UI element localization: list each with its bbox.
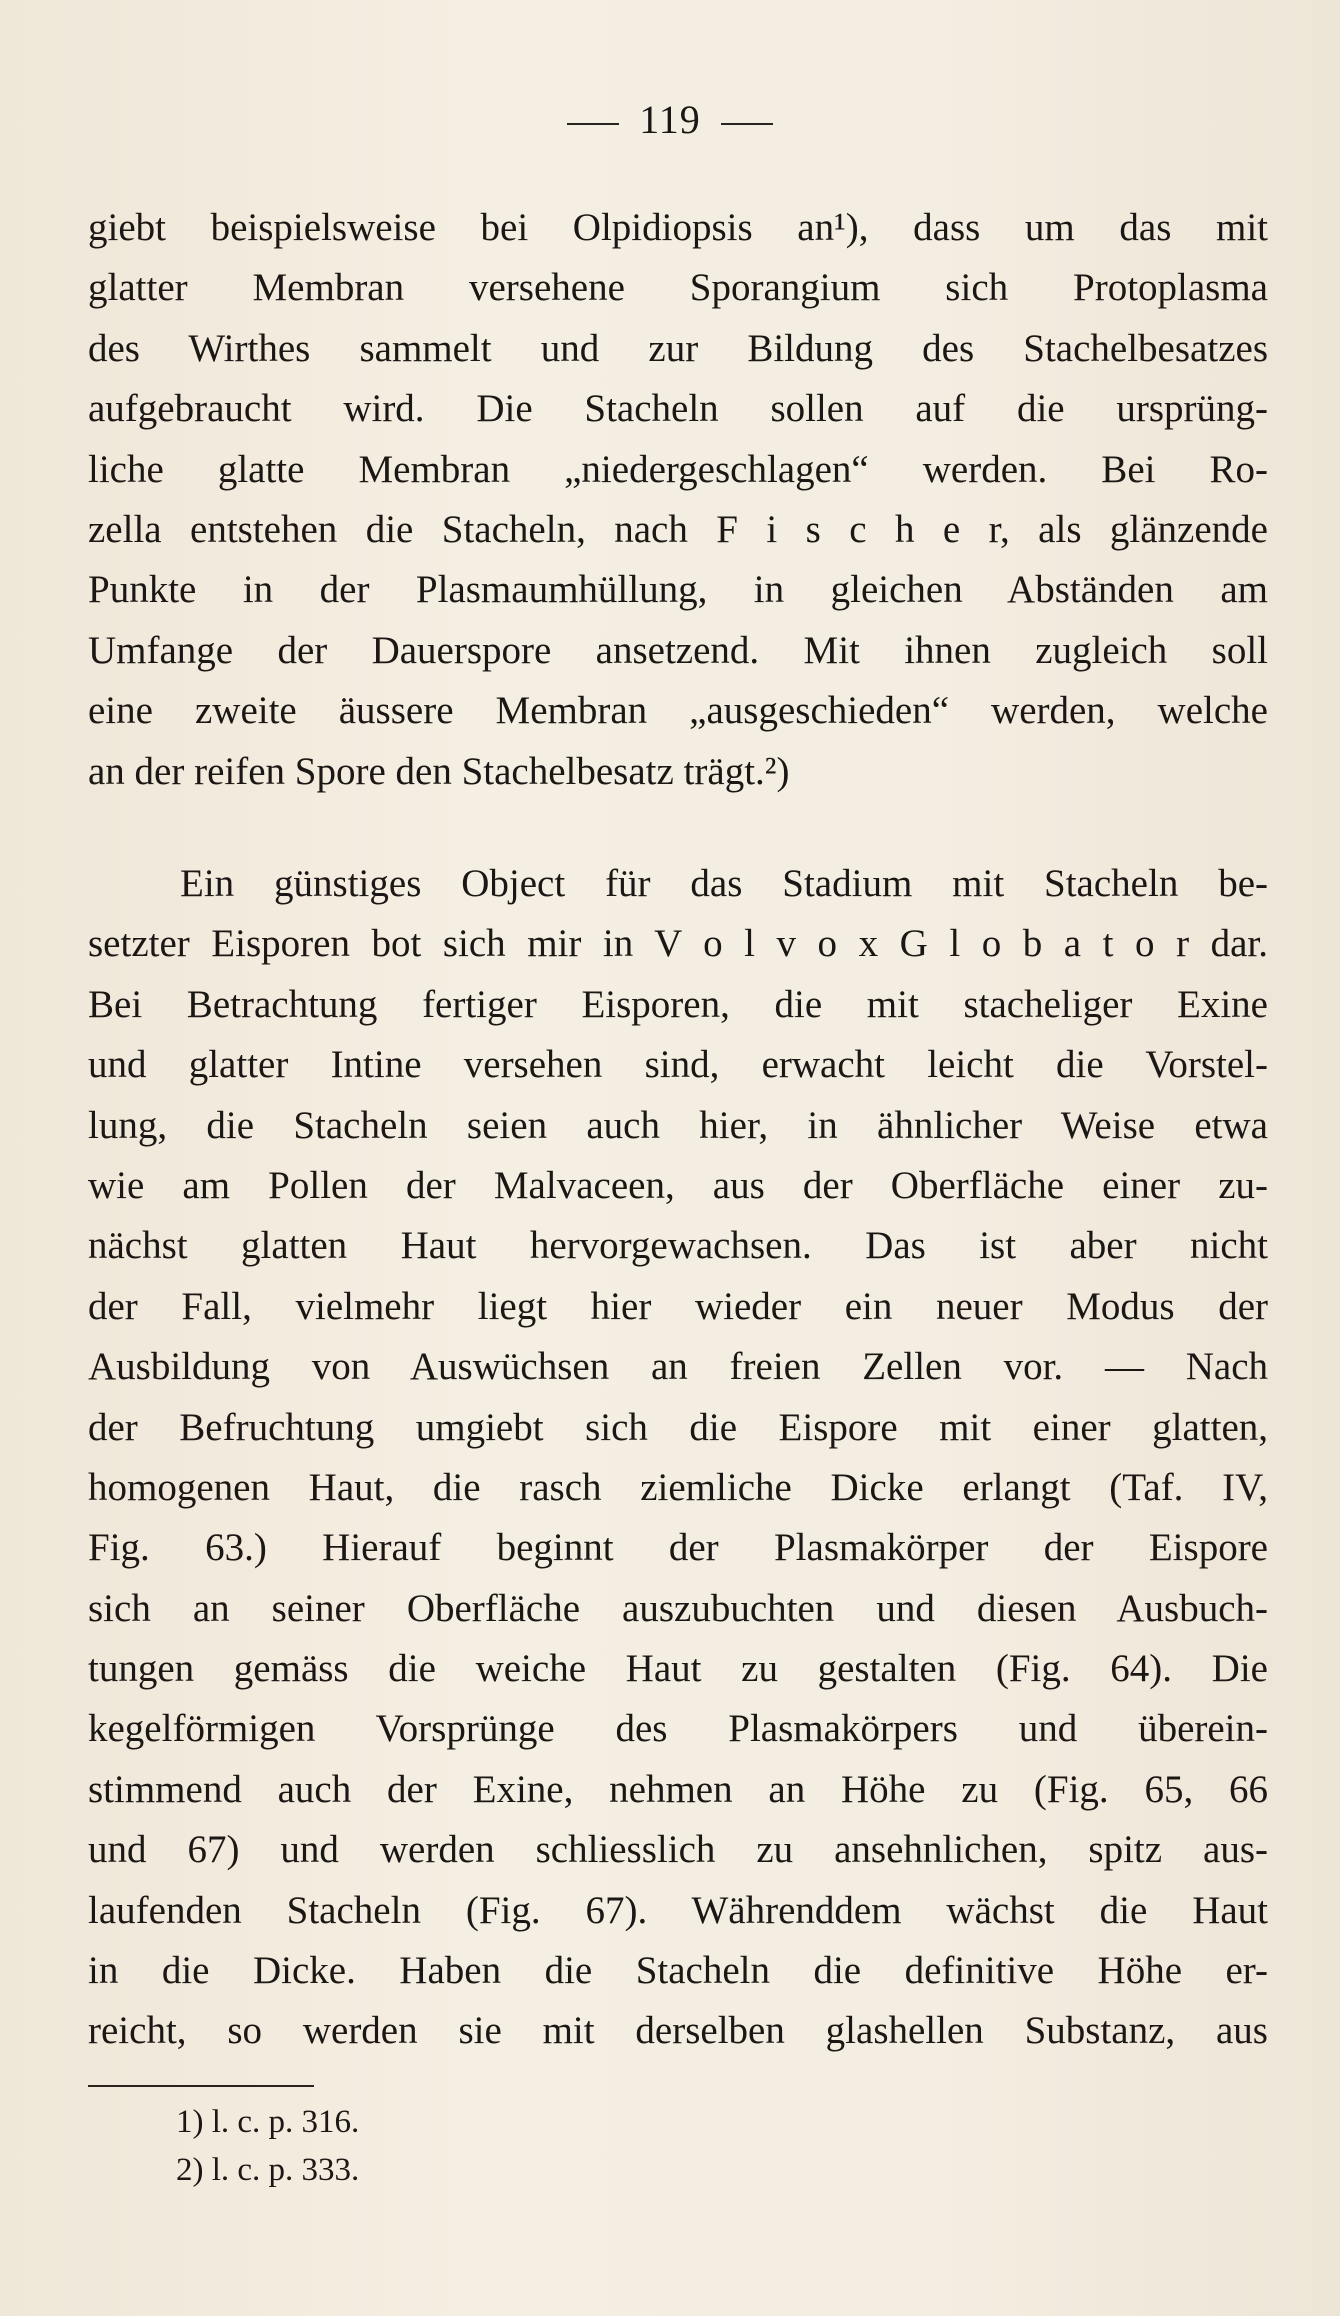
text-line: zella entstehen die Stacheln, nach F i s c h e r, als glänzende [88,507,1268,551]
text-line: Umfange der Dauerspore ansetzend. Mit ihnen zugleich soll [88,628,1268,672]
text-line: stimmend auch der Exine, nehmen an Höhe zu (Fig. 65, 66 [88,1767,1268,1811]
page-number: 119 [639,97,701,142]
footnote-2: 2) l. c. p. 333. [176,2152,360,2188]
header-dash-left [567,123,619,125]
text-line: der Befruchtung umgiebt sich die Eispore mit einer glatten, [88,1405,1268,1449]
text-line: reicht, so werden sie mit derselben glashellen Substanz, aus [88,2009,1268,2053]
text-line: an der reifen Spore den Stachelbesatz trägt.²) [88,749,790,793]
text-line: eine zweite äussere Membran „ausgeschieden“ werden, welche [88,689,1268,733]
text-line: des Wirthes sammelt und zur Bildung des Stachelbesatzes [88,326,1268,370]
text-line: Fig. 63.) Hierauf beginnt der Plasmakörper der Eispore [88,1526,1268,1570]
text-line: lung, die Stacheln seien auch hier, in ähnlicher Weise etwa [88,1103,1268,1147]
text-line: der Fall, vielmehr liegt hier wieder ein neuer Modus der [88,1284,1268,1328]
text-line: und 67) und werden schliesslich zu ansehnlichen, spitz aus- [88,1828,1268,1872]
text-line: und glatter Intine versehen sind, erwacht leicht die Vorstel- [88,1043,1268,1087]
paragraph-1 [88,198,1268,802]
text-line: sich an seiner Oberfläche auszubuchten und diesen Ausbuch- [88,1586,1268,1630]
footnote-divider [88,2085,314,2087]
text-line: Ein günstiges Object für das Stadium mit Stacheln be- [180,862,1268,905]
text-line: Punkte in der Plasmaumhüllung, in gleichen Abständen am [88,568,1268,612]
paragraph-2 [88,854,1268,2062]
text-line: setzter Eisporen bot sich mir in V o l v o x G l o b a t o r dar. [88,922,1268,966]
text-line: kegelförmigen Vorsprünge des Plasmakörpers und überein- [88,1707,1268,1751]
text-line: nächst glatten Haut hervorgewachsen. Das ist aber nicht [88,1224,1268,1268]
footnote-1: 1) l. c. p. 316. [176,2104,360,2140]
text-line: in die Dicke. Haben die Stacheln die definitive Höhe er- [88,1949,1268,1993]
text-line: giebt beispielsweise bei Olpidiopsis an¹), dass um das mit [88,206,1268,249]
text-line: Bei Betrachtung fertiger Eisporen, die mit stacheliger Exine [88,982,1268,1026]
text-line: tungen gemäss die weiche Haut zu gestalten (Fig. 64). Die [88,1647,1268,1691]
text-line: aufgebraucht wird. Die Stacheln sollen auf die ursprüng- [88,387,1268,431]
header-dash-right [721,123,773,125]
text-line: Ausbildung von Auswüchsen an freien Zellen vor. — Nach [88,1345,1268,1389]
text-line: laufenden Stacheln (Fig. 67). Währenddem wächst die Haut [88,1888,1268,1932]
footnotes [176,2098,359,2194]
text-line: liche glatte Membran „niedergeschlagen“ werden. Bei Ro- [88,447,1268,491]
page-header [0,97,1340,142]
text-line: homogenen Haut, die rasch ziemliche Dicke erlangt (Taf. IV, [88,1465,1268,1509]
text-line: glatter Membran versehene Sporangium sich Protoplasma [88,266,1268,310]
text-line: wie am Pollen der Malvaceen, aus der Oberfläche einer zu- [88,1163,1268,1207]
